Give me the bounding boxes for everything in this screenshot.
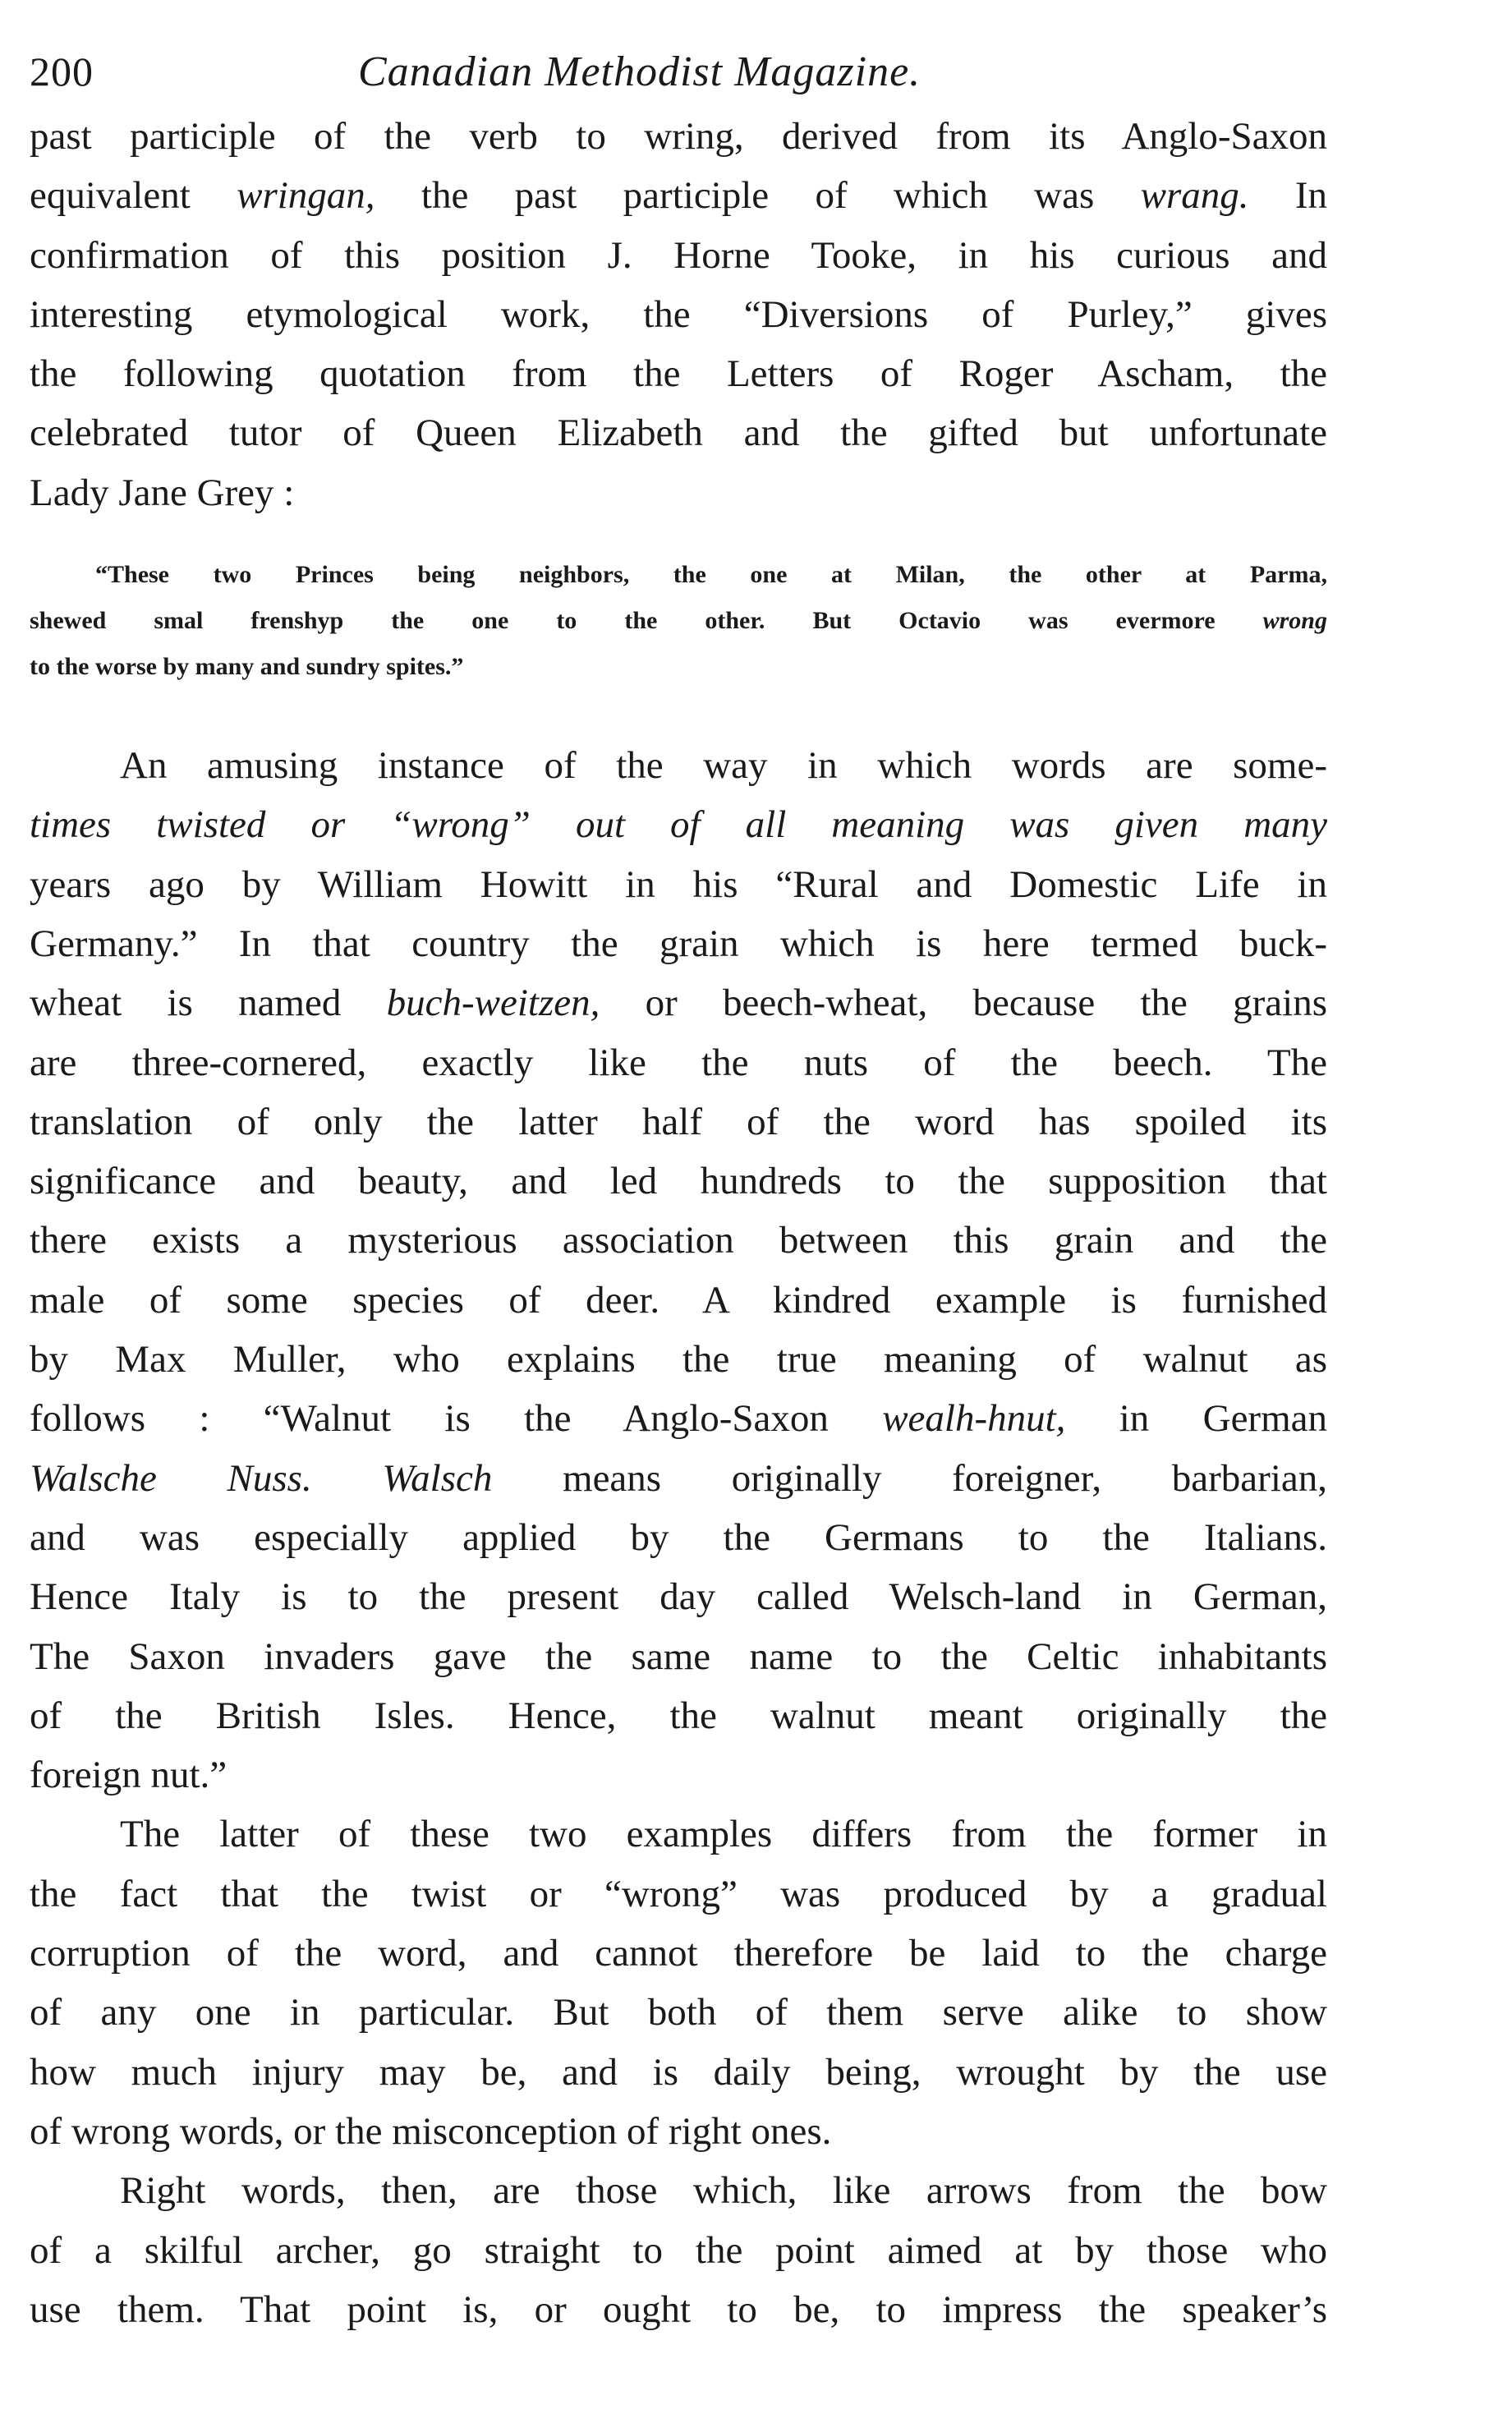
text-line: male of some species of deer. A kindred example is furnished	[30, 1278, 1327, 1322]
quote-line: “These two Princes being neighbors, the one at Milan, the other at Parma,	[95, 561, 1327, 589]
text-line: The Saxon invaders gave the same name to the Celtic inhabitants	[30, 1634, 1327, 1678]
text-line: of a skilful archer, go straight to the point aimed at by those who	[30, 2228, 1327, 2272]
text-line: of wrong words, or the misconception of right ones.	[30, 2109, 832, 2153]
text-line: how much injury may be, and is daily being, wrought by the use	[30, 2050, 1327, 2094]
page-number: 200	[30, 48, 94, 94]
text-line	[30, 1449, 1327, 1508]
text-line	[30, 166, 1327, 225]
text-line: celebrated tutor of Queen Elizabeth and the gifted but unfortunate	[30, 411, 1327, 455]
text-line: the fact that the twist or “wrong” was produced by a gradual	[30, 1872, 1327, 1915]
text-run: shewed smal frenshyp the one to the other. But Octavio was evermore	[30, 607, 1263, 635]
italic-run: Walsch	[311, 1456, 493, 1500]
paragraph-3	[30, 1805, 1327, 2161]
quote-line	[30, 598, 1327, 644]
text-line: of any one in particular. But both of them serve alike to show	[30, 1991, 1327, 2034]
page	[30, 33, 1327, 2339]
text-line: foreign nut.”	[30, 1754, 227, 1797]
text-line: there exists a mysterious association between this grain and the	[30, 1219, 1327, 1262]
text-run: in German	[1065, 1397, 1327, 1441]
text-run: the past participle of which was	[375, 174, 1141, 218]
text-line	[30, 1389, 1327, 1448]
text-line: of the British Isles. Hence, the walnut meant originally the	[30, 1694, 1327, 1737]
text-line	[30, 973, 1327, 1032]
running-title: Canadian Methodist Magazine.	[358, 48, 921, 95]
italic-run: many	[1198, 803, 1327, 847]
text-line: Lady Jane Grey :	[30, 471, 295, 514]
text-line: corruption of the word, and cannot therefore be laid to the charge	[30, 1932, 1327, 1975]
text-line: are three-cornered, exactly like the nuts of the beech. The	[30, 1041, 1327, 1084]
text-line: past participle of the verb to wring, derived from its Anglo-Saxon	[30, 115, 1327, 158]
text-line: The latter of these two examples differs from the former in	[120, 1813, 1327, 1856]
text-line: confirmation of this position J. Horne Tooke, in his curious and	[30, 233, 1327, 277]
italic-run: times twisted or “wrong” out of all meaning was given	[30, 803, 1199, 847]
text-line: Germany.” In that country the grain which is here termed buck-	[30, 922, 1327, 965]
paragraph-2	[30, 736, 1327, 1805]
italic-run: wringan,	[237, 174, 375, 218]
text-line: years ago by William Howitt in his “Rural and Domestic Life in	[30, 862, 1327, 906]
text-line: significance and beauty, and led hundreds to the supposition that	[30, 1160, 1327, 1203]
text-run: follows : “Walnut is the Anglo-Saxon	[30, 1397, 883, 1441]
italic-run: Walsche Nuss.	[30, 1456, 312, 1500]
text-line	[30, 795, 1327, 854]
text-line: translation of only the latter half of the word has spoiled its	[30, 1100, 1327, 1143]
text-run: In	[1248, 174, 1327, 218]
text-run: wheat is named	[30, 982, 387, 1025]
paragraph-4	[30, 2161, 1327, 2339]
paragraph-1	[30, 107, 1327, 522]
text-line: interesting etymological work, the “Diversions of Purley,” gives	[30, 292, 1327, 336]
text-line: Hence Italy is to the present day called Welsch-land in German,	[30, 1575, 1327, 1619]
text-line: use them. That point is, or ought to be, to impress the speaker’s	[30, 2287, 1327, 2331]
italic-run: wrong	[1262, 607, 1327, 635]
page-header	[30, 33, 1327, 107]
italic-run: wrang.	[1140, 174, 1249, 218]
italic-run: wealh-hnut,	[882, 1397, 1066, 1441]
block-quote	[30, 552, 1327, 690]
text-line: the following quotation from the Letters of Roger Ascham, the	[30, 352, 1327, 396]
quote-line: to the worse by many and sundry spites.”	[30, 653, 464, 681]
text-line: Right words, then, are those which, like arrows from the bow	[120, 2169, 1327, 2213]
text-run: means originally foreigner, barbarian,	[492, 1456, 1327, 1500]
text-run: or beech-wheat, because the grains	[600, 982, 1327, 1025]
text-run: equivalent	[30, 174, 237, 218]
text-line: by Max Muller, who explains the true meaning of walnut as	[30, 1338, 1327, 1382]
text-line: and was especially applied by the Germans to the Italians.	[30, 1515, 1327, 1559]
italic-run: buch-weitzen,	[386, 982, 600, 1025]
text-line: An amusing instance of the way in which words are some-	[120, 744, 1327, 788]
